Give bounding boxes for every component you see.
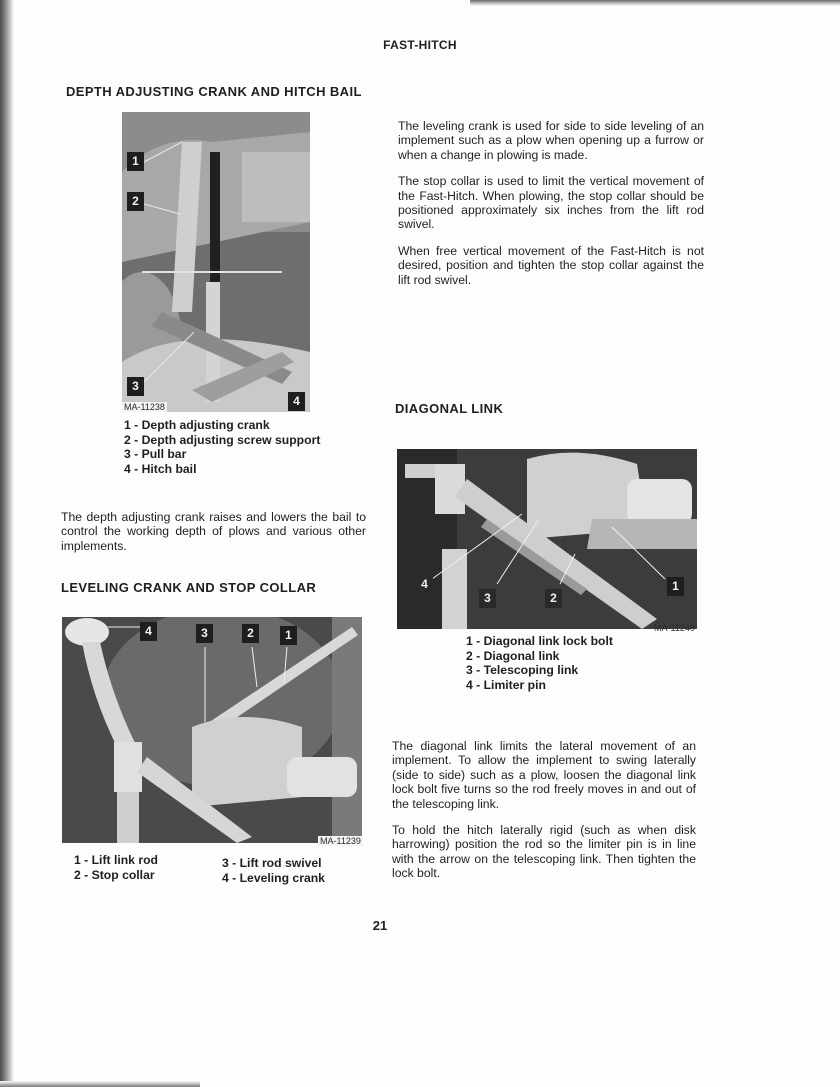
callout-2: 2 xyxy=(545,589,562,608)
legend-item: 3 - Telescoping link xyxy=(466,663,579,677)
figure-diagonal-link-photo xyxy=(397,449,697,629)
leveling-crank-illustration xyxy=(62,617,362,843)
legend-item: 2 - Depth adjusting screw support xyxy=(124,432,321,447)
body-text: To hold the hitch laterally rigid (such as when disk harrowing) position the rod so the limiter pin is in line with the arrow on the telescoping link. Then tighten the lock bolt. xyxy=(392,823,696,881)
legend-item: 3 - Lift rod swivel xyxy=(222,856,322,870)
body-text: The diagonal link limits the lateral movement of an implement. To allow the implement to swing laterally (side to side) such as a plow, loosen the diagonal link lock bolt five turns so the rod freely moves in and out of the telescoping link. xyxy=(392,739,696,811)
hitch-bail-illustration xyxy=(122,112,310,412)
legend-item: 3 - Pull bar xyxy=(124,447,187,461)
paragraphs-diagonal xyxy=(392,739,696,893)
callout-2: 2 xyxy=(127,192,144,211)
callout-1: 1 xyxy=(280,626,297,645)
legend-item: 1 - Depth adjusting crank xyxy=(124,418,270,432)
body-text: When free vertical movement of the Fast-Hitch is not desired, position and tighten the stop collar against the lift rod swivel. xyxy=(398,243,704,287)
figure-code: MA-11238 xyxy=(124,402,165,412)
legend-item: 4 - Hitch bail xyxy=(124,461,197,476)
paragraph-depth xyxy=(61,510,366,565)
body-text: The stop collar is used to limit the vertical movement of the Fast-Hitch. When plowing, the stop collar should be positioned approximately six inches from the lift rod swivel. xyxy=(398,174,704,232)
figure-code: MA-11240 xyxy=(654,623,695,633)
callout-2: 2 xyxy=(242,624,259,643)
figure-legend-depth xyxy=(124,418,320,476)
scan-bottom-edge xyxy=(0,1081,200,1087)
figure-legend-leveling-right xyxy=(222,856,325,885)
callout-4: 4 xyxy=(140,622,157,641)
heading-depth-adjusting: DEPTH ADJUSTING CRANK AND HITCH BAIL xyxy=(66,84,362,99)
scan-top-edge xyxy=(470,0,840,6)
heading-diagonal-link: DIAGONAL LINK xyxy=(395,401,504,416)
callout-3: 3 xyxy=(127,377,144,396)
legend-item: 1 - Lift link rod xyxy=(74,853,158,867)
figure-legend-leveling-left xyxy=(74,853,158,882)
legend-item: 2 - Diagonal link xyxy=(466,648,560,663)
paragraphs-leveling xyxy=(398,119,704,299)
legend-item: 1 - Diagonal link lock bolt xyxy=(466,634,613,648)
callout-3: 3 xyxy=(479,589,496,608)
callout-4: 4 xyxy=(288,392,305,411)
callout-1: 1 xyxy=(667,577,684,596)
legend-item: 2 - Stop collar xyxy=(74,867,155,882)
body-text: The leveling crank is used for side to side leveling of an implement such as a plow when opening up a furrow or when a change in plowing is made. xyxy=(398,119,704,162)
heading-leveling-crank: LEVELING CRANK AND STOP COLLAR xyxy=(61,580,317,595)
callout-4: 4 xyxy=(416,575,433,594)
running-head: FAST-HITCH xyxy=(383,38,457,52)
figure-legend-diagonal xyxy=(466,634,613,692)
body-text: The depth adjusting crank raises and lowers the bail to control the working depth of plows and various other implements. xyxy=(61,510,366,553)
figure-depth-adjusting-photo xyxy=(122,112,310,412)
figure-leveling-crank-photo xyxy=(62,617,362,843)
callout-1: 1 xyxy=(127,152,144,171)
callout-3: 3 xyxy=(196,624,213,643)
page-number: 21 xyxy=(372,918,388,933)
legend-item: 4 - Leveling crank xyxy=(222,870,325,885)
legend-item: 4 - Limiter pin xyxy=(466,677,546,692)
figure-code: MA-11239 xyxy=(320,836,361,846)
